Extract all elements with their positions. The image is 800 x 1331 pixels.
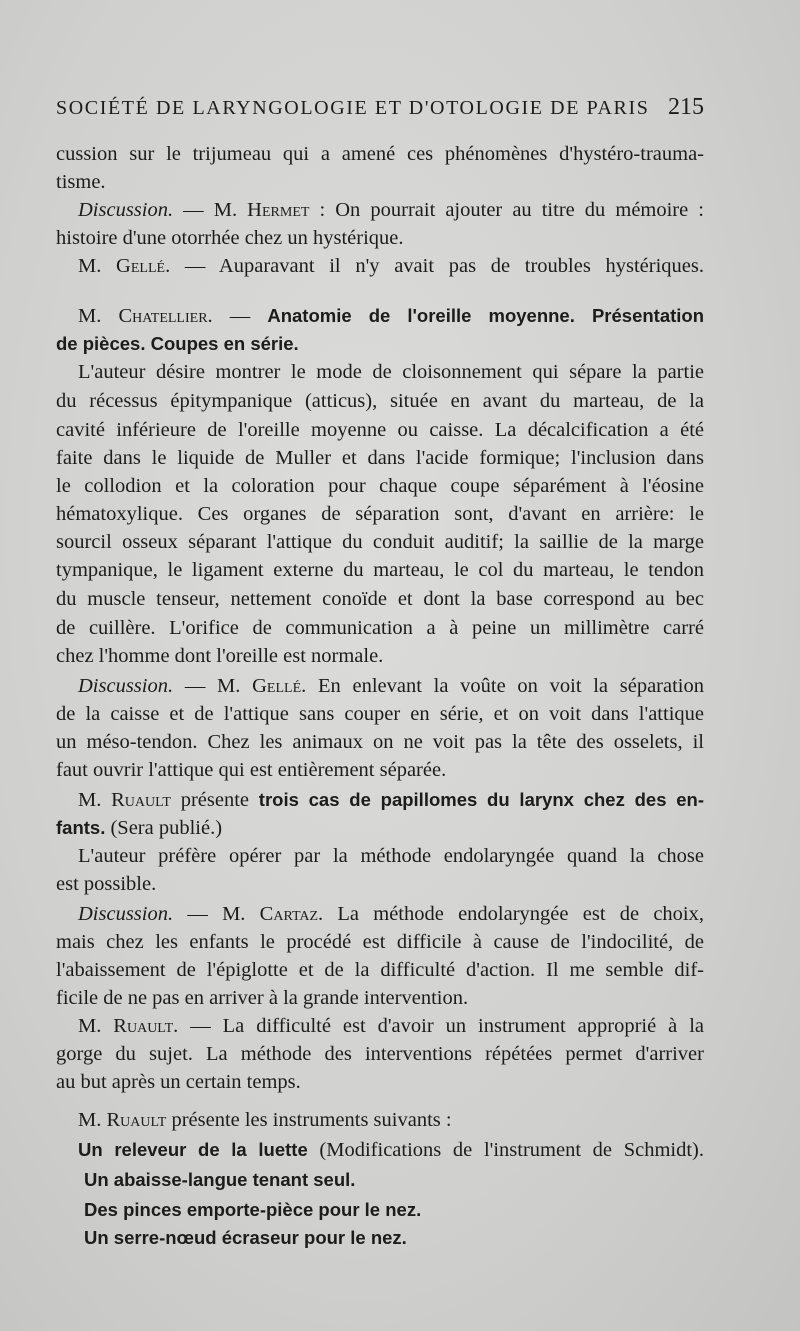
instrument-name: Un releveur de la luette [78,1139,308,1160]
text-line [78,1012,704,1040]
presentation-title: de pièces. Coupes en série. [56,333,299,354]
discussion-line [78,196,704,224]
presentation-title: trois cas de papillomes du larynx chez des en- [258,789,705,810]
speaker-name: Gellé [252,675,302,697]
text-span: cussion sur le trijumeau qui a amené ces phénomènes d'hystéro-trauma- [56,143,704,165]
text-span: faite dans le liquide de Muller et dans l'acide formique; l'inclusion dans [56,447,704,469]
text-span: . — Auparavant il n'y avait pas de troubles hystériques. [165,255,704,277]
text-line [56,585,704,613]
instrument-name: Des pinces emporte-pièce pour le nez. [84,1199,422,1220]
text-span: au but après un certain temps. [56,1071,301,1093]
text-line [56,870,704,898]
text-span: tisme. [56,171,106,193]
instrument-name: Un abaisse-langue tenant seul. [84,1169,356,1190]
text-line [56,387,704,415]
text-span: — M. [173,199,248,221]
text-span: M. [78,305,119,327]
text-span: — M. [173,903,260,925]
text-line [56,728,704,756]
presentation-heading [78,786,704,814]
text-span: gorge du sujet. La méthode des interventions répétées permet d'arriver [56,1043,704,1065]
text-span: tympanique, le ligament externe du marteau, le col du marteau, le tendon [56,559,704,581]
text-line [56,642,704,670]
discussion-label: Discussion. [78,199,174,221]
text-line [56,928,704,956]
text-span: de la caisse et de l'attique sans couper en série, et on voit dans l'attique [56,703,704,725]
text-span: de cuillère. L'orifice de communication a à peine un millimètre carré [56,617,704,639]
text-span: ficile de ne pas en arriver à la grande intervention. [56,987,469,1009]
text-span: hématoxylique. Ces organes de séparation sont, d'avant en arrière: le [56,503,704,525]
speaker-name: Ruault [113,1015,174,1037]
text-span: . En enlevant la voûte on voit la séparation [301,675,704,697]
running-header [56,94,704,121]
text-line [56,700,704,728]
text-span: histoire d'une otorrhée chez un hystérique. [56,227,404,249]
text-span: chez l'homme dont l'oreille est normale. [56,645,384,667]
speaker-name: Ruault [111,789,171,811]
text-line [56,330,704,358]
text-line [78,252,704,280]
text-line [56,614,704,642]
text-span: cavité inférieure de l'oreille moyenne ou caisse. La décalcification a été [56,419,704,441]
text-span: est possible. [56,873,157,895]
presentation-title: Anatomie de l'oreille moyenne. Présentation [267,305,705,326]
speaker-name: Gellé [116,255,166,277]
text-span: — M. [173,675,253,697]
text-span: . — La difficulté est d'avoir un instrument approprié à la [173,1015,704,1037]
text-span: (Sera publié.) [105,817,223,839]
text-span: M. [78,255,117,277]
discussion-line [78,900,704,928]
text-line [56,528,704,556]
text-span: : On pourrait ajouter au titre du mémoire : [309,199,704,221]
text-span: un méso-tendon. Chez les animaux on ne voit pas la tête des osselets, il [56,731,704,753]
text-span: . La méthode endolaryngée est de choix, [318,903,704,925]
speaker-name: Cartaz [259,903,319,925]
text-line [56,168,704,196]
text-line [78,1106,704,1134]
text-line [56,956,704,984]
text-line [56,224,704,252]
text-line [78,358,704,386]
instrument-item [84,1224,704,1252]
presentation-title: fants. [56,817,106,838]
text-line [56,444,704,472]
header-title: SOCIÉTÉ DE LARYNGOLOGIE ET D'OTOLOGIE DE PARIS [56,97,650,119]
speaker-name: Hermet [247,199,310,221]
discussion-label: Discussion. [78,903,174,925]
text-line [56,984,704,1012]
text-span: l'abaissement de l'épiglotte et de la difficulté d'action. Il me semble dif- [56,959,704,981]
text-span: du muscle tenseur, nettement conoïde et dont la base correspond au bec [56,588,704,610]
text-line [56,500,704,528]
page-number: 215 [668,94,704,120]
speaker-name: Chatellier [118,305,208,327]
text-line [56,556,704,584]
text-line [56,1040,704,1068]
text-span: M. [78,1109,107,1131]
speaker-name: Ruault [106,1109,167,1131]
text-span: (Modifications de l'instrument de Schmidt). [307,1139,704,1161]
instrument-item [78,1136,704,1164]
text-span: faut ouvrir l'attique qui est entièrement séparée. [56,759,447,781]
text-span: le collodion et la coloration pour chaque coupe séparément à l'éosine [56,475,704,497]
text-line [56,756,704,784]
text-span: L'auteur désire montrer le mode de cloisonnement qui sépare la partie [78,361,704,383]
discussion-label: Discussion. [78,675,174,697]
text-span: du récessus épitympanique (atticus), située en avant du marteau, de la [56,390,704,412]
text-span: présente les instruments suivants : [166,1109,452,1131]
text-line [56,472,704,500]
text-span: présente [170,789,259,811]
text-line [56,140,704,168]
instrument-item [84,1166,704,1194]
text-span: . — [207,305,268,327]
text-line [78,842,704,870]
discussion-line [78,672,704,700]
text-span: mais chez les enfants le procédé est difficile à cause de l'indocilité, de [56,931,704,953]
text-line [56,416,704,444]
presentation-heading [78,302,704,330]
text-line [56,814,704,842]
text-line [56,1068,704,1096]
text-span: M. [78,789,112,811]
instrument-item [84,1196,704,1224]
instrument-name: Un serre-nœud écraseur pour le nez. [84,1227,407,1248]
text-span: M. [78,1015,114,1037]
text-span: L'auteur préfère opérer par la méthode endolaryngée quand la chose [78,845,704,867]
text-span: sourcil osseux séparant l'attique du conduit auditif; la saillie de la marge [56,531,704,553]
